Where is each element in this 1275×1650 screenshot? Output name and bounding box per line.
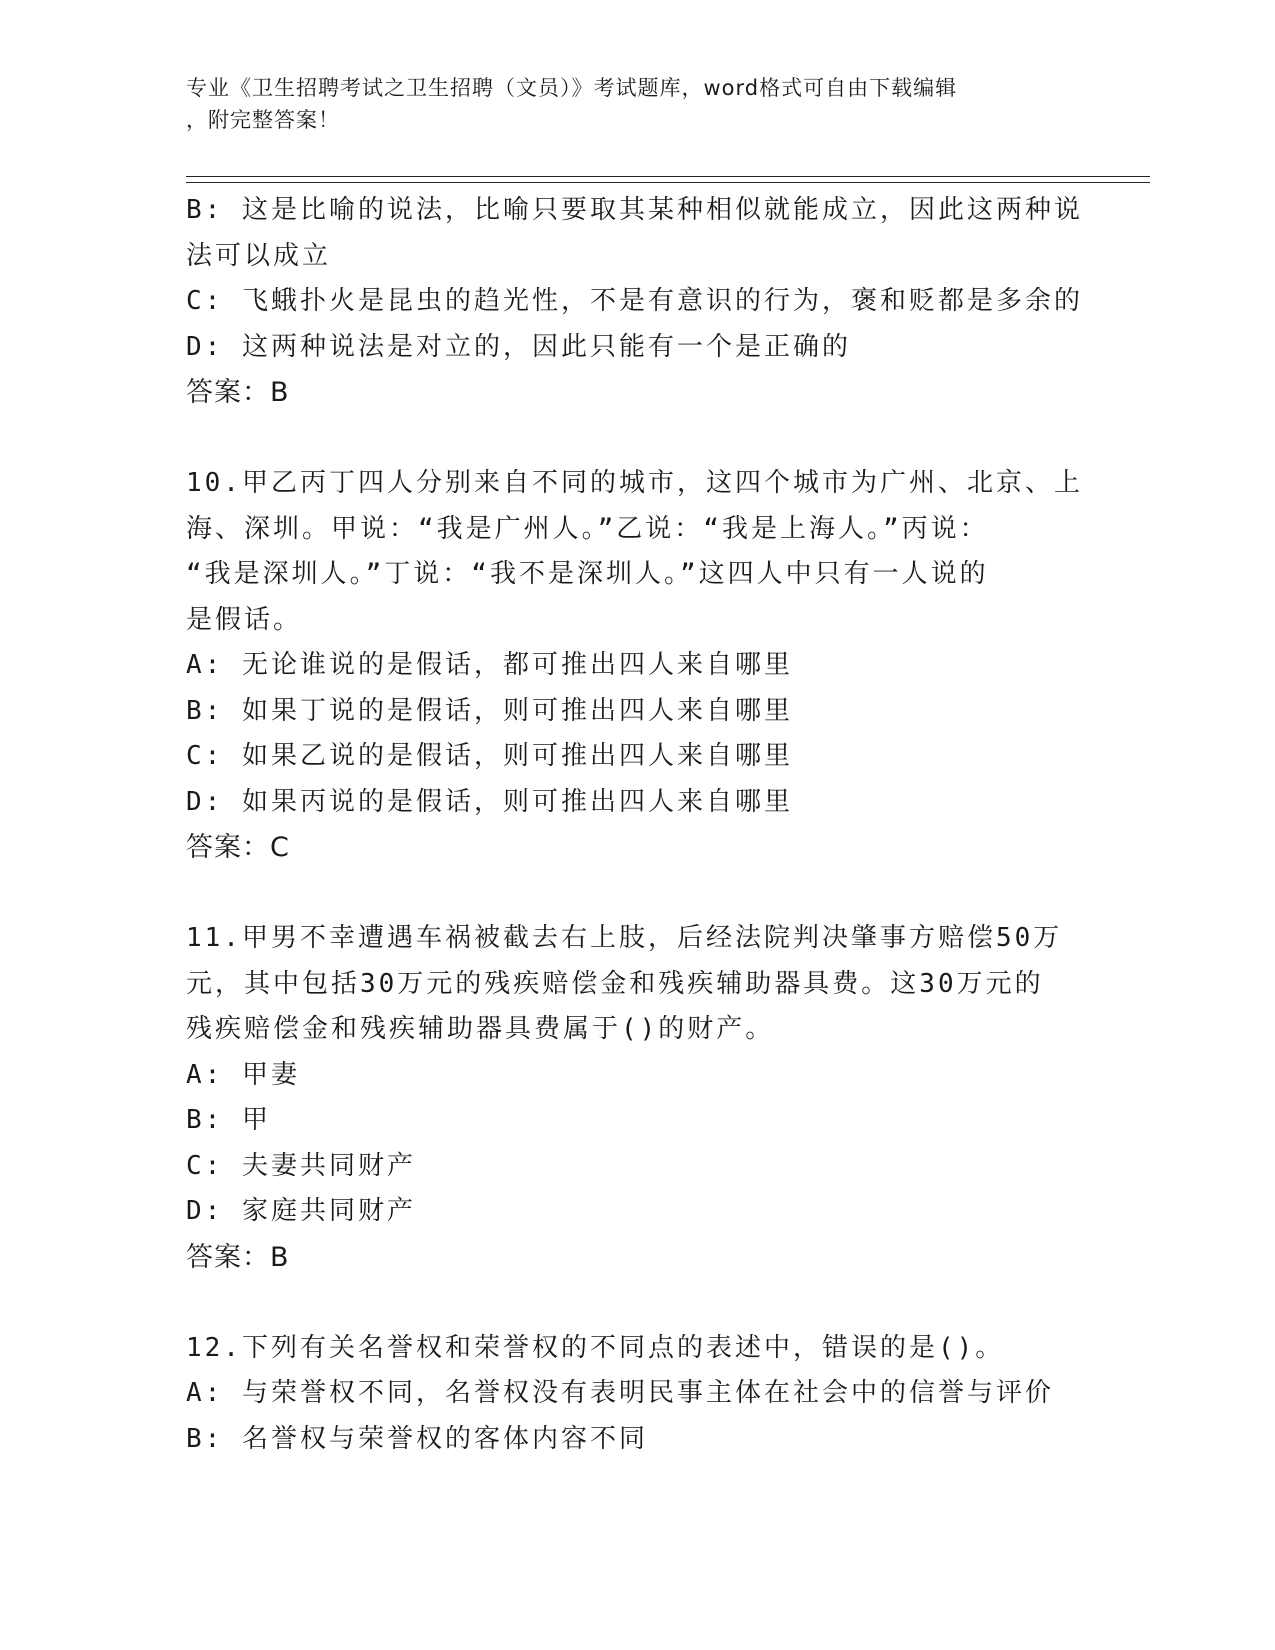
header-divider-top: [186, 176, 1150, 177]
option-c: C: 飞蛾扑火是昆虫的趋光性，不是有意识的行为，褒和贬都是多余的: [186, 286, 1083, 316]
question-stem-line-2: 海、深圳。甲说：“我是广州人。”乙说：“我是上海人。”丙说：: [186, 513, 989, 544]
question-stem-line-1: 11.甲男不幸遭遇车祸被截去右上肢，后经法院判决肇事方赔偿50万: [186, 923, 1063, 953]
header-line-1: 专业《卫生招聘考试之卫生招聘（文员）》考试题库，word格式可自由下载编辑: [186, 76, 958, 100]
option-a: A: 与荣誉权不同，名誉权没有表明民事主体在社会中的信誉与评价: [186, 1378, 1054, 1408]
option-b: B: 如果丁说的是假话，则可推出四人来自哪里: [186, 695, 793, 726]
question-12: [186, 1326, 1066, 1463]
option-b: B: 名誉权与荣誉权的客体内容不同: [186, 1423, 648, 1454]
header-line-2: ，附完整答案！: [186, 108, 340, 132]
option-a: A: 甲妻: [186, 1059, 300, 1090]
document-header: [186, 72, 1066, 136]
question-10: [186, 461, 1083, 871]
spacer: [186, 871, 1066, 917]
option-b-line-2: 法可以成立: [186, 240, 332, 271]
question-11: [186, 916, 1066, 1280]
option-b-line-1: B: 这是比喻的说法，比喻只要取其某种相似就能成立，因此这两种说: [186, 195, 1083, 225]
answer: 答案：B: [186, 1241, 290, 1273]
question-stem-line-3: “我是深圳人。”丁说：“我不是深圳人。”这四人中只有一人说的: [186, 559, 989, 589]
spacer: [186, 1280, 1066, 1326]
answer: 答案：C: [186, 832, 290, 863]
question-9: [186, 188, 1083, 416]
question-stem-line-3: 残疾赔偿金和残疾辅助器具费属于()的财产。: [186, 1014, 775, 1044]
option-c: C: 如果乙说的是假话，则可推出四人来自哪里: [186, 741, 793, 771]
option-b: B: 甲: [186, 1105, 271, 1135]
question-stem-line-2: 元，其中包括30万元的残疾赔偿金和残疾辅助器具费。这30万元的: [186, 968, 1044, 999]
option-c: C: 夫妻共同财产: [186, 1150, 416, 1181]
spacer: [186, 416, 1066, 462]
option-d: D: 如果丙说的是假话，则可推出四人来自哪里: [186, 786, 793, 817]
question-stem-line-1: 12.下列有关名誉权和荣誉权的不同点的表述中，错误的是()。: [186, 1332, 1005, 1363]
header-divider-bottom: [186, 182, 1150, 183]
option-a: A: 无论谁说的是假话，都可推出四人来自哪里: [186, 650, 793, 680]
question-stem-line-4: 是假话。: [186, 604, 303, 635]
question-stem-line-1: 10.甲乙丙丁四人分别来自不同的城市，这四个城市为广州、北京、上: [186, 468, 1083, 498]
answer: 答案：B: [186, 377, 290, 408]
option-d: D: 这两种说法是对立的，因此只能有一个是正确的: [186, 331, 851, 362]
option-d: D: 家庭共同财产: [186, 1196, 416, 1226]
document-body: [186, 188, 1083, 1462]
